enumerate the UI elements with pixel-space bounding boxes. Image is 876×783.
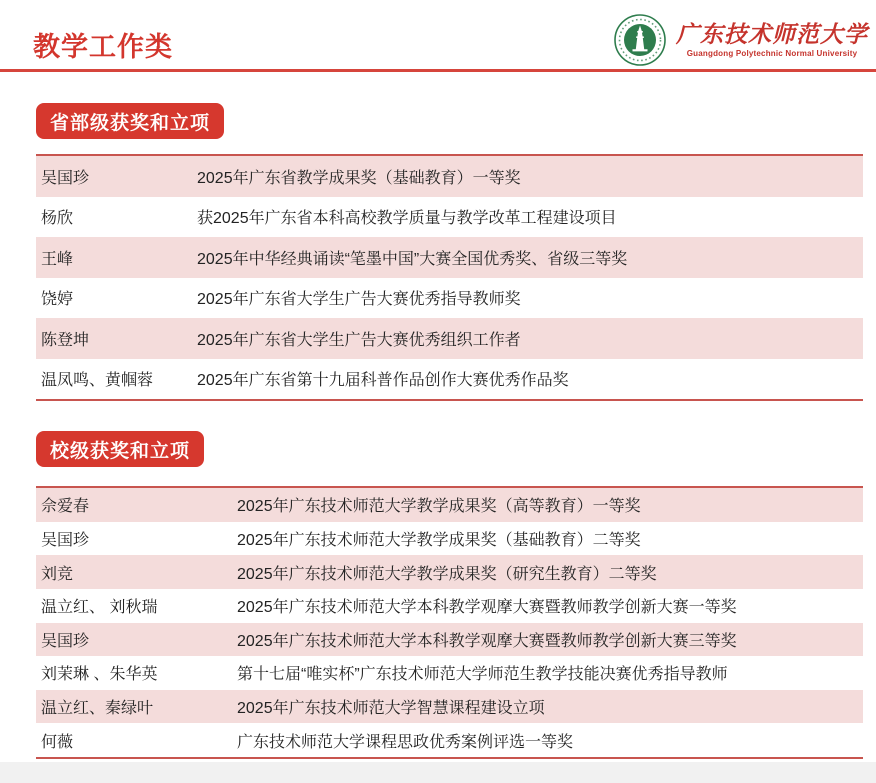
table-row [36, 623, 863, 657]
university-logo [614, 14, 868, 66]
table-row [36, 237, 863, 278]
awardee-name: 温立红、秦绿叶 [41, 700, 154, 718]
table-row [36, 522, 863, 556]
awardee-name: 吴国珍 [41, 169, 90, 187]
table-row [36, 318, 863, 359]
awardee-name: 陈登坤 [41, 331, 90, 349]
awardee-name: 何薇 [41, 733, 74, 751]
awardee-name: 吴国珍 [41, 531, 90, 549]
table-row [36, 555, 863, 589]
award-title: 获2025年广东省本科高校教学质量与教学改革工程建设项目 [197, 210, 617, 228]
award-title: 2025年广东省第十九届科普作品创作大赛优秀作品奖 [197, 372, 569, 390]
table-row [36, 589, 863, 623]
award-title: 第十七届“唯实杯”广东技术师范大学师范生教学技能决赛优秀指导教师 [237, 666, 728, 684]
page-title: 教学工作类 [33, 32, 173, 62]
table-row [36, 690, 863, 724]
table-row [36, 488, 863, 522]
footer-strip [0, 762, 876, 783]
awardee-name: 杨欣 [41, 210, 74, 228]
award-table-provincial [36, 154, 863, 401]
table-row [36, 278, 863, 319]
award-title: 2025年广东技术师范大学本科教学观摩大赛暨教师教学创新大赛三等奖 [237, 632, 737, 650]
header-divider [0, 69, 876, 72]
logo-text [676, 22, 868, 58]
university-emblem-icon [614, 14, 666, 66]
awardee-name: 吴国珍 [41, 632, 90, 650]
university-name-en: Guangdong Polytechnic Normal University [686, 49, 858, 59]
awardee-name: 刘茉琳 、朱华英 [41, 666, 158, 684]
award-title: 2025年广东技术师范大学智慧课程建设立项 [237, 700, 545, 718]
awardee-name: 王峰 [41, 250, 74, 268]
university-name-cn: 广东技术师范大学 [676, 20, 868, 48]
awardee-name: 饶婷 [41, 291, 74, 309]
table-row [36, 656, 863, 690]
awardee-name: 温立红、 刘秋瑞 [41, 599, 158, 617]
table-row [36, 156, 863, 197]
awardee-name: 温凤鸣、黄帼蓉 [41, 372, 154, 390]
awardee-name: 佘爱春 [41, 498, 90, 516]
awardee-name: 刘竞 [41, 565, 74, 583]
award-title: 广东技术师范大学课程思政优秀案例评选一等奖 [237, 733, 574, 751]
award-title: 2025年广东技术师范大学教学成果奖（基础教育）二等奖 [237, 531, 641, 549]
award-title: 2025年广东省大学生广告大赛优秀组织工作者 [197, 331, 521, 349]
award-title: 2025年广东技术师范大学教学成果奖（研究生教育）二等奖 [237, 565, 657, 583]
table-row [36, 723, 863, 757]
table-row [36, 197, 863, 238]
award-title: 2025年广东省大学生广告大赛优秀指导教师奖 [197, 291, 521, 309]
section-badge-university: 校级获奖和立项 [36, 431, 204, 467]
table-row [36, 359, 863, 400]
award-title: 2025年广东技术师范大学教学成果奖（高等教育）一等奖 [237, 498, 641, 516]
award-title: 2025年广东省教学成果奖（基础教育）一等奖 [197, 169, 521, 187]
award-title: 2025年广东技术师范大学本科教学观摩大赛暨教师教学创新大赛一等奖 [237, 599, 737, 617]
award-title: 2025年中华经典诵读“笔墨中国”大赛全国优秀奖、省级三等奖 [197, 250, 628, 268]
section-badge-provincial: 省部级获奖和立项 [36, 103, 224, 139]
award-table-university [36, 486, 863, 759]
